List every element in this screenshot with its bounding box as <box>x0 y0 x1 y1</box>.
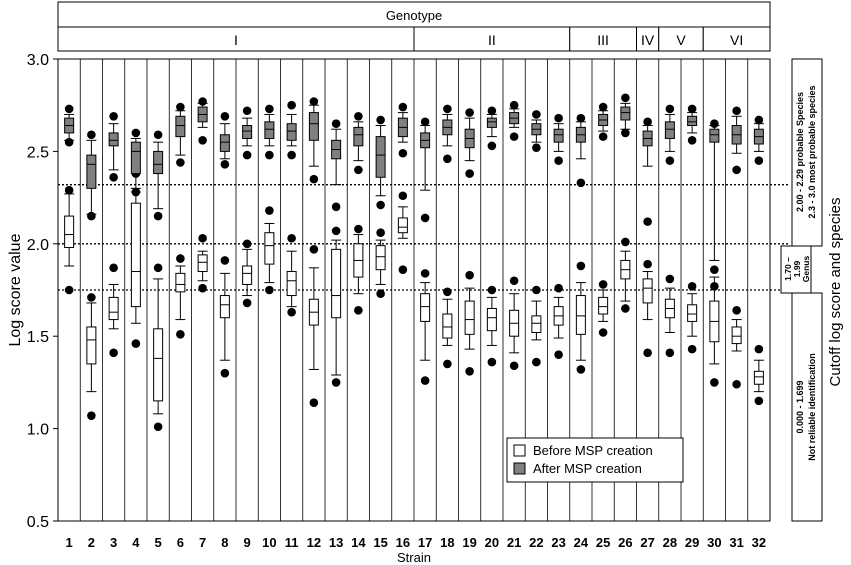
outlier-point <box>198 97 207 106</box>
box-iqr <box>754 371 763 384</box>
outlier-point <box>465 169 474 178</box>
outlier-point <box>132 129 141 138</box>
cutoff-unreliable-line-1: 0.000 - 1.699 <box>795 380 805 434</box>
outlier-point <box>465 108 474 117</box>
strain-tick-label: 9 <box>243 535 251 550</box>
outlier-point <box>265 286 274 295</box>
outlier-point <box>599 132 608 141</box>
y-axis-title: Log score value <box>7 233 24 347</box>
box-iqr <box>376 246 385 270</box>
outlier-point <box>154 422 163 431</box>
strain-tick-label: 14 <box>351 535 366 550</box>
box-iqr <box>688 305 697 322</box>
strain-tick-label: 8 <box>221 535 229 550</box>
box-after-msp <box>687 105 697 145</box>
outlier-point <box>109 173 118 182</box>
cutoff-species-line-2: 2.3 - 3.0 most probable species <box>807 85 817 219</box>
outlier-point <box>577 114 586 123</box>
outlier-point <box>554 114 563 123</box>
outlier-point <box>532 286 541 295</box>
strain-tick-label: 20 <box>484 535 500 550</box>
outlier-point <box>109 349 118 358</box>
strain-tick-label: 23 <box>551 535 566 550</box>
box-iqr <box>599 297 608 314</box>
box-iqr <box>109 297 118 319</box>
outlier-point <box>310 175 319 184</box>
y-tick-label: 3.0 <box>26 52 49 69</box>
outlier-point <box>287 308 296 317</box>
outlier-point <box>87 212 96 221</box>
box-iqr <box>243 266 252 284</box>
box-after-msp <box>509 101 519 141</box>
strain-tick-label: 4 <box>132 535 140 550</box>
legend-swatch-after <box>514 463 525 474</box>
strain-tick-label: 29 <box>684 535 700 550</box>
box-iqr <box>154 151 163 173</box>
outlier-point <box>198 136 207 145</box>
outlier-point <box>399 149 408 158</box>
strain-tick-label: 10 <box>262 535 277 550</box>
outlier-point <box>599 280 608 289</box>
outlier-point <box>65 138 74 147</box>
outlier-point <box>87 411 96 420</box>
outlier-point <box>310 97 319 106</box>
box-after-msp <box>620 94 630 138</box>
strain-tick-label: 13 <box>328 535 344 550</box>
outlier-point <box>755 397 764 406</box>
outlier-point <box>376 289 385 298</box>
outlier-point <box>265 151 274 160</box>
box-iqr <box>532 316 541 333</box>
outlier-point <box>643 260 652 269</box>
box-iqr <box>332 249 341 317</box>
box-iqr <box>131 203 140 306</box>
cutoff-panel <box>781 59 844 521</box>
strain-tick-label: 21 <box>506 535 522 550</box>
box-iqr <box>109 133 118 146</box>
outlier-point <box>221 160 230 169</box>
outlier-point <box>132 339 141 348</box>
outlier-point <box>176 103 185 112</box>
strain-tick-label: 11 <box>284 535 299 550</box>
legend-label-after: After MSP creation <box>533 461 642 476</box>
box-iqr <box>87 327 96 364</box>
outlier-point <box>109 264 118 273</box>
outlier-point <box>532 110 541 119</box>
genotype-group-label: VI <box>730 32 744 48</box>
outlier-point <box>710 378 719 387</box>
box-iqr <box>710 129 719 142</box>
y-tick-label: 1.0 <box>26 421 49 439</box>
outlier-point <box>421 118 430 127</box>
strain-tick-label: 3 <box>110 535 118 550</box>
cutoff-genus-line-2: 1.99 <box>792 260 802 278</box>
strain-tick-label: 6 <box>176 535 184 550</box>
y-tick-label: 2.5 <box>26 144 49 162</box>
cutoff-species-line-1: 2.00 - 2.29 probable Species <box>795 91 805 213</box>
outlier-point <box>287 234 296 243</box>
outlier-point <box>65 105 74 114</box>
outlier-point <box>243 151 252 160</box>
outlier-point <box>710 119 719 128</box>
outlier-point <box>443 360 452 369</box>
box-iqr <box>287 272 296 296</box>
outlier-point <box>198 234 207 243</box>
outlier-point <box>488 358 497 367</box>
box-iqr <box>198 255 207 272</box>
legend-label-before: Before MSP creation <box>533 443 653 458</box>
outlier-point <box>421 376 430 385</box>
box-iqr <box>398 218 407 233</box>
outlier-point <box>465 271 474 280</box>
outlier-point <box>710 265 719 274</box>
box-iqr <box>243 126 252 139</box>
cutoff-panel-title: Cutoff log score and species <box>827 197 844 387</box>
outlier-point <box>554 284 563 293</box>
box-iqr <box>154 329 163 401</box>
strain-tick-label: 2 <box>87 535 95 550</box>
outlier-point <box>87 293 96 302</box>
outlier-point <box>510 361 519 370</box>
box-iqr <box>309 113 318 141</box>
outlier-point <box>354 306 363 315</box>
outlier-point <box>510 101 519 110</box>
outlier-point <box>376 116 385 125</box>
outlier-point <box>354 225 363 234</box>
outlier-point <box>354 166 363 175</box>
box-iqr <box>376 137 385 178</box>
outlier-point <box>710 282 719 291</box>
strain-tick-label: 32 <box>751 535 767 550</box>
genotype-header <box>58 2 770 51</box>
strain-tick-label: 1 <box>65 535 73 550</box>
strain-tick-label: 22 <box>529 535 544 550</box>
outlier-point <box>332 378 341 387</box>
outlier-point <box>666 105 675 114</box>
box-iqr <box>265 233 274 264</box>
y-tick-label: 1.5 <box>26 329 49 347</box>
outlier-point <box>332 119 341 128</box>
outlier-point <box>510 276 519 285</box>
outlier-point <box>243 106 252 115</box>
outlier-point <box>488 286 497 295</box>
outlier-point <box>621 238 630 247</box>
strain-tick-label: 19 <box>462 535 477 550</box>
genotype-group-label: V <box>676 32 686 48</box>
x-axis-title: Strain <box>397 550 431 565</box>
outlier-point <box>243 240 252 249</box>
outlier-point <box>399 265 408 274</box>
outlier-point <box>488 142 497 151</box>
genotype-group-label: II <box>487 32 496 48</box>
outlier-point <box>755 156 764 165</box>
outlier-point <box>221 112 230 121</box>
outlier-point <box>621 129 630 138</box>
outlier-point <box>332 203 341 212</box>
outlier-point <box>176 254 185 263</box>
box-iqr <box>487 308 496 330</box>
box-iqr <box>220 296 229 318</box>
outlier-point <box>154 212 163 221</box>
strain-tick-label: 5 <box>154 535 162 550</box>
outlier-point <box>732 380 741 389</box>
strain-tick-label: 30 <box>707 535 722 550</box>
box-iqr <box>732 327 741 344</box>
box-iqr <box>443 314 452 338</box>
outlier-point <box>265 105 274 114</box>
outlier-point <box>421 214 430 223</box>
box-iqr <box>576 296 585 335</box>
outlier-point <box>198 284 207 293</box>
box-iqr <box>265 122 274 139</box>
genotype-group-label: IV <box>641 32 655 48</box>
legend <box>507 438 683 482</box>
box-iqr <box>87 155 96 188</box>
outlier-point <box>554 156 563 165</box>
strain-tick-label: 24 <box>573 535 589 550</box>
outlier-point <box>488 106 497 115</box>
box-iqr <box>176 273 185 291</box>
strain-tick-label: 18 <box>440 535 455 550</box>
outlier-point <box>132 188 141 197</box>
outlier-point <box>688 345 697 354</box>
outlier-point <box>443 154 452 163</box>
box-after-msp <box>531 110 541 152</box>
outlier-point <box>243 299 252 308</box>
outlier-point <box>666 349 675 358</box>
outlier-point <box>376 201 385 210</box>
outlier-point <box>421 269 430 278</box>
outlier-point <box>755 345 764 354</box>
outlier-point <box>554 350 563 359</box>
box-iqr <box>354 127 363 145</box>
box-iqr <box>688 116 697 125</box>
outlier-point <box>310 398 319 407</box>
genotype-group-label: III <box>597 32 609 48</box>
outlier-point <box>354 112 363 121</box>
outlier-point <box>287 151 296 160</box>
strain-tick-label: 17 <box>417 535 433 550</box>
box-iqr <box>643 279 652 303</box>
outlier-point <box>577 179 586 188</box>
y-tick-label: 2.0 <box>26 236 49 254</box>
outlier-point <box>176 330 185 339</box>
box-iqr <box>421 294 430 322</box>
box-after-msp <box>64 105 74 147</box>
outlier-point <box>287 101 296 110</box>
strain-tick-label: 12 <box>306 535 322 550</box>
outlier-point <box>643 217 652 226</box>
strain-tick-label: 25 <box>595 535 611 550</box>
outlier-point <box>755 116 764 125</box>
outlier-point <box>332 227 341 236</box>
genotype-group-label: I <box>234 32 238 48</box>
box-after-msp <box>598 103 608 141</box>
strain-tick-label: 31 <box>729 535 744 550</box>
box-iqr <box>465 301 474 334</box>
outlier-point <box>688 136 697 145</box>
outlier-point <box>65 286 74 295</box>
box-iqr <box>287 124 296 141</box>
outlier-point <box>599 103 608 112</box>
outlier-point <box>599 328 608 337</box>
box-iqr <box>220 135 229 152</box>
outlier-point <box>399 191 408 200</box>
outlier-point <box>109 112 118 121</box>
outlier-point <box>176 158 185 167</box>
strain-tick-label: 28 <box>662 535 678 550</box>
outlier-point <box>154 130 163 139</box>
box-iqr <box>665 122 674 139</box>
outlier-point <box>532 143 541 152</box>
outlier-point <box>577 365 586 374</box>
outlier-point <box>221 369 230 378</box>
outlier-point <box>732 106 741 115</box>
outlier-point <box>577 262 586 271</box>
box-iqr <box>131 142 140 173</box>
outlier-point <box>666 156 675 165</box>
strain-tick-label: 16 <box>395 535 411 550</box>
outlier-point <box>621 94 630 103</box>
strain-tick-label: 7 <box>199 535 207 550</box>
outlier-point <box>732 166 741 175</box>
outlier-point <box>732 306 741 315</box>
box-iqr <box>176 116 185 136</box>
box-iqr <box>65 216 74 247</box>
outlier-point <box>154 264 163 273</box>
outlier-point <box>532 358 541 367</box>
cutoff-genus-line-1: 1.70 – <box>783 257 793 281</box>
outlier-point <box>510 132 519 141</box>
outlier-point <box>443 105 452 114</box>
outlier-point <box>688 282 697 291</box>
strain-tick-label: 27 <box>640 535 655 550</box>
outlier-point <box>643 118 652 127</box>
genotype-title: Genotype <box>385 8 443 23</box>
outlier-point <box>310 245 319 254</box>
outlier-point <box>643 349 652 358</box>
outlier-point <box>399 103 408 112</box>
outlier-point <box>87 130 96 139</box>
strain-tick-label: 15 <box>373 535 388 550</box>
outlier-point <box>443 288 452 297</box>
outlier-point <box>221 256 230 265</box>
outlier-point <box>465 367 474 376</box>
outlier-point <box>65 186 74 195</box>
outlier-point <box>376 228 385 237</box>
outlier-point <box>688 105 697 114</box>
cutoff-unreliable-line-2: Not reliable identification <box>807 353 817 461</box>
outlier-point <box>621 304 630 313</box>
y-tick-label: 0.5 <box>26 514 49 531</box>
cutoff-genus-line-3: Genus <box>801 255 811 283</box>
legend-swatch-before <box>514 445 525 456</box>
strain-tick-label: 26 <box>618 535 633 550</box>
box-iqr <box>487 118 496 127</box>
outlier-point <box>265 206 274 215</box>
box-iqr <box>554 129 563 142</box>
box-iqr <box>621 107 630 120</box>
outlier-point <box>666 275 675 284</box>
